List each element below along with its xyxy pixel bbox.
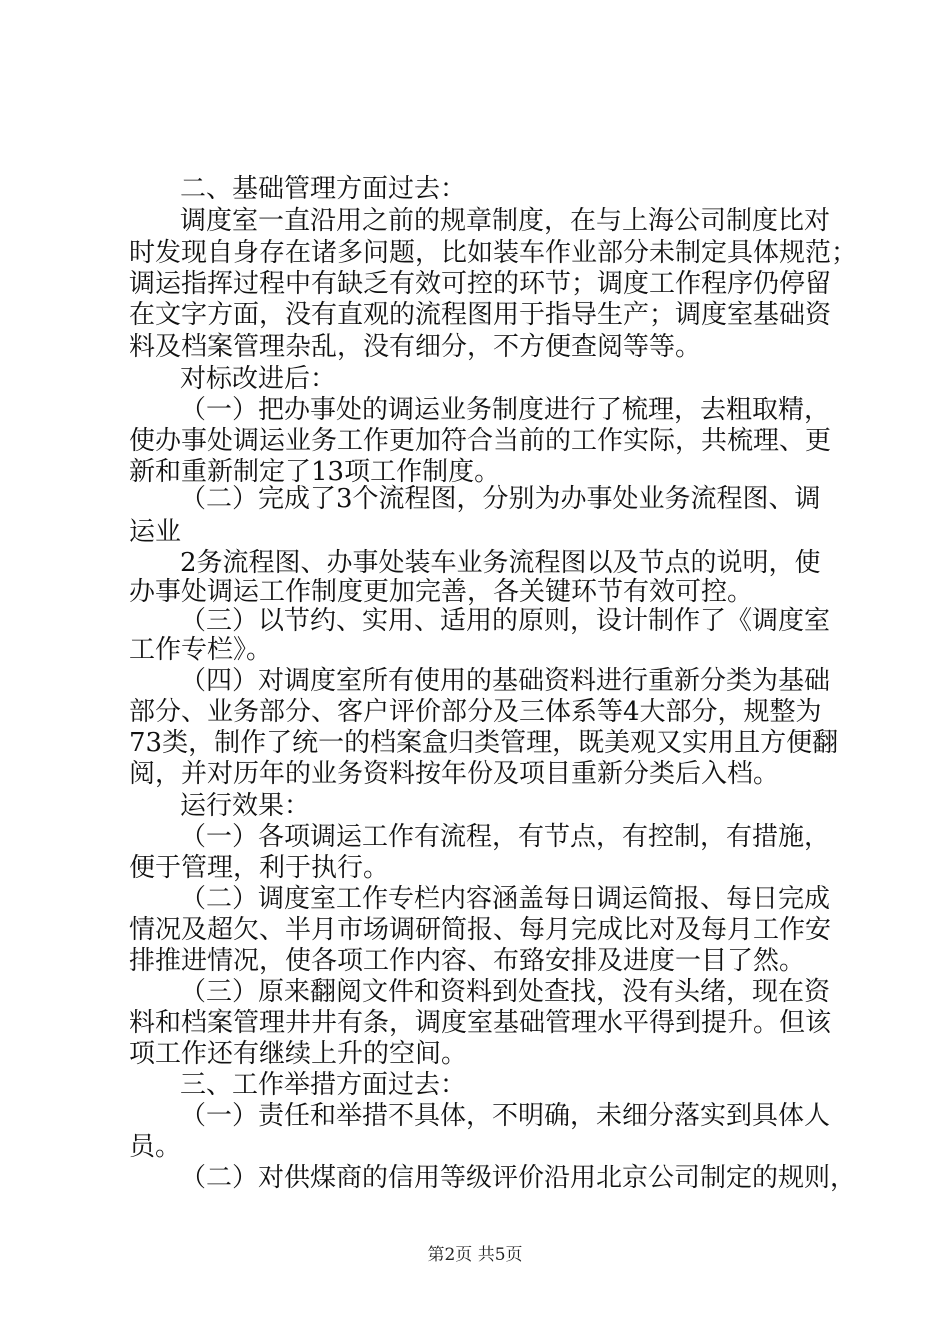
text-line: 工作专栏》。 [129,635,273,665]
text-line: 排推进情况，使各项工作内容、布臵安排及进度一目了然。 [129,946,806,976]
text-line: 新和重新制定了13项工作制度。 [129,457,501,487]
text-line: （二）对供煤商的信用等级评价沿用北京公司制定的规则， [180,1163,857,1193]
text-line: 二、基础管理方面过去： [180,174,467,204]
text-line: 三、工作举措方面过去： [180,1070,467,1100]
text-line: 料和档案管理井井有条，调度室基础管理水平得到提升。但该 [129,1008,832,1038]
text-line: 时发现自身存在诸多问题，比如装车作业部分未制定具体规范； [129,238,858,268]
text-line: 运业 [129,517,182,547]
text-line: （二）调度室工作专栏内容涵盖每日调运简报、每日完成 [180,884,831,914]
page-number-footer: 第2页 共5页 [427,1245,523,1265]
text-line: （四）对调度室所有使用的基础资料进行重新分类为基础 [180,666,831,696]
text-line: 项工作还有继续上升的空间。 [129,1039,468,1069]
text-line: 便于管理，利于执行。 [129,853,390,883]
text-line: 调度室一直沿用之前的规章制度，在与上海公司制度比对 [180,206,831,236]
text-line: 办事处调运工作制度更加完善，各关键环节有效可控。 [129,577,754,607]
text-line: 73类，制作了统一的档案盒归类管理，既美观又实用且方便翻 [129,728,839,758]
text-line: （一）把办事处的调运业务制度进行了梳理，去粗取精， [180,395,831,425]
text-line: （一）各项调运工作有流程，有节点，有控制，有措施， [180,822,831,852]
text-line: （一）责任和举措不具体，不明确，未细分落实到具体人 [180,1101,831,1131]
text-line: 对标改进后： [180,364,337,394]
text-line: 调运指挥过程中有缺乏有效可控的环节；调度工作程序仍停留 [129,269,832,299]
text-line: （三）原来翻阅文件和资料到处查找，没有头绪，现在资 [180,977,831,1007]
text-line: 运行效果： [180,791,311,821]
text-line: 2务流程图、办事处装车业务流程图以及节点的说明，使 [180,548,821,578]
text-line: （三）以节约、实用、适用的原则，设计制作了《调度室 [180,606,831,636]
text-line: 料及档案管理杂乱，没有细分，不方便查阅等等。 [129,332,702,362]
text-line: 员。 [129,1132,182,1162]
text-line: 情况及超欠、半月市场调研简报、每月完成比对及每月工作安 [129,915,832,945]
text-line: 使办事处调运业务工作更加符合当前的工作实际，共梳理、更 [129,426,832,456]
text-line: 在文字方面，没有直观的流程图用于指导生产；调度室基础资 [129,300,832,330]
text-line: 部分、业务部分、客户评价部分及三体系等4大部分，规整为 [129,697,822,727]
text-line: （二）完成了3个流程图，分别为办事处业务流程图、调 [180,484,821,514]
text-line: 阅，并对历年的业务资料按年份及项目重新分类后入档。 [129,759,780,789]
